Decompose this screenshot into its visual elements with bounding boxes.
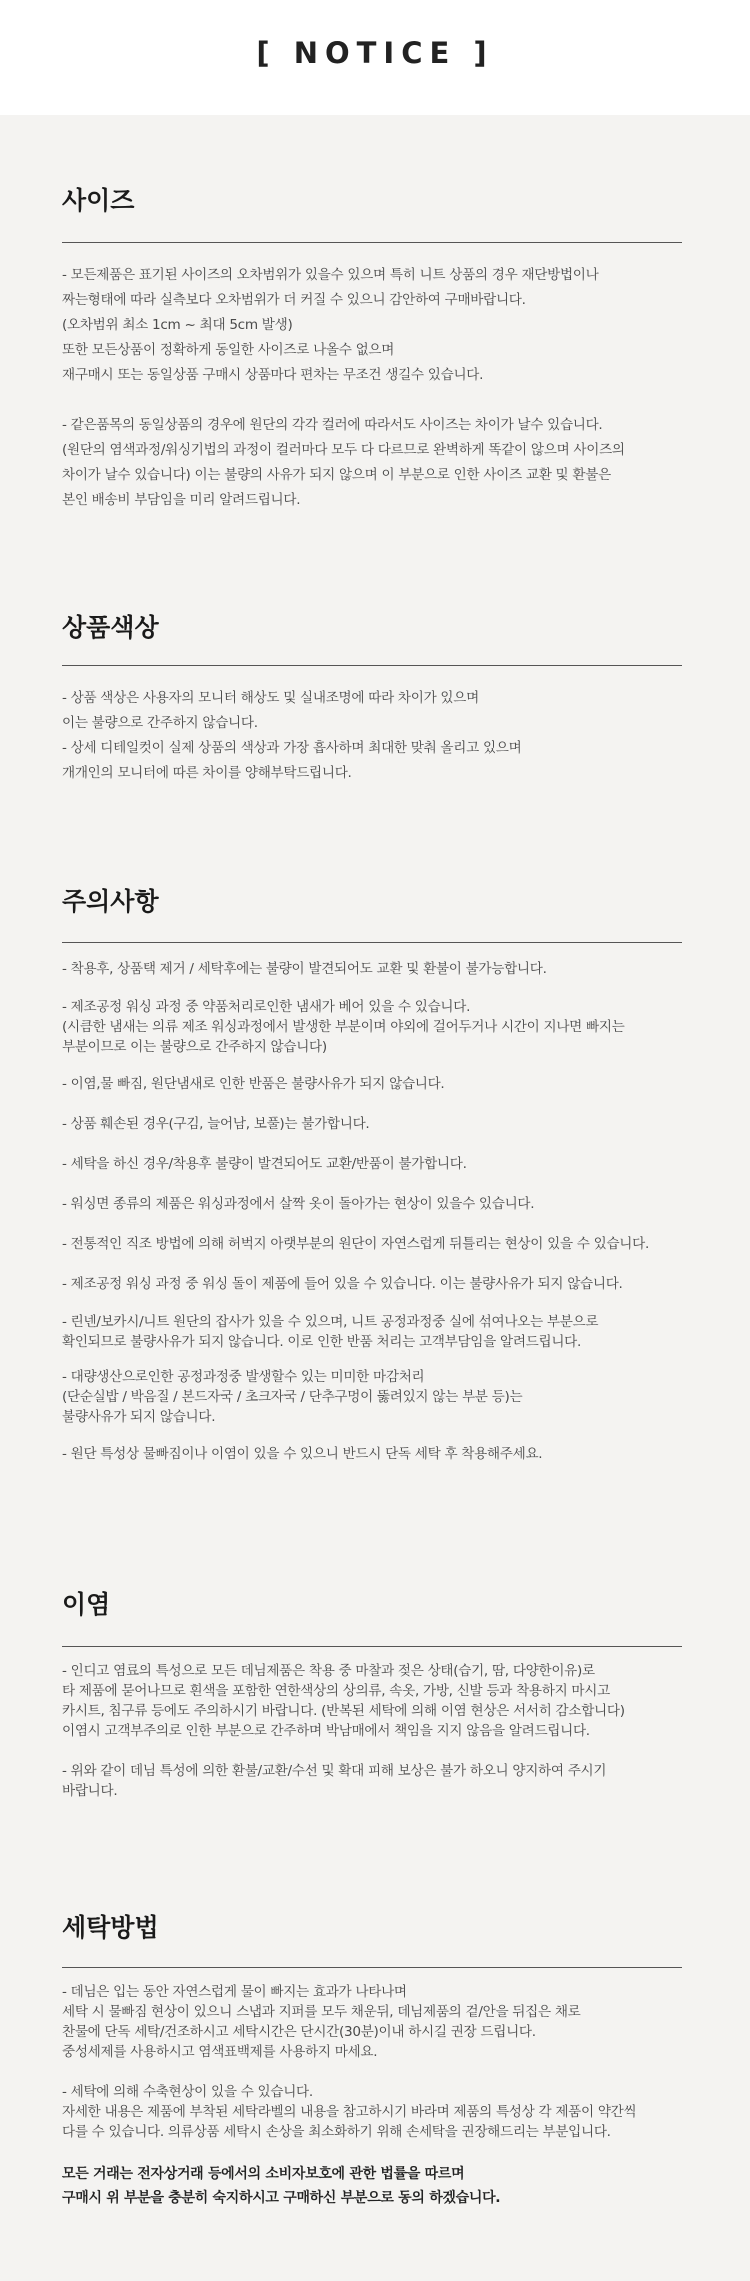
section-divider: [62, 1646, 682, 1647]
section-divider: [62, 942, 682, 943]
text-line: 확인되므로 불량사유가 되지 않습니다. 이로 인한 반품 처리는 고객부담임을 알려드립니다.: [62, 1334, 581, 1350]
paragraph: [62, 1072, 682, 1097]
text-line: - 모든제품은 표기된 사이즈의 오차범위가 있을수 있으며 특히 니트 상품의 경우 재단방법이나: [62, 267, 599, 283]
section-body-wash: [62, 1982, 682, 2210]
text-line: - 제조공정 워싱 과정 중 워싱 돌이 제품에 들어 있을 수 있습니다. 이는 불량사유가 되지 않습니다.: [62, 1276, 623, 1292]
section-title-wash: 세탁방법: [62, 1913, 159, 1942]
text-line: 찬물에 단독 세탁/건조하시고 세탁시간은 단시간(30분)이내 하시길 권장 드립니다.: [62, 2024, 536, 2040]
paragraph: [62, 686, 682, 786]
paragraph: [62, 413, 682, 513]
section-title-size: 사이즈: [62, 186, 135, 215]
text-line: 구매시 위 부분을 충분히 숙지하시고 구매하신 부분으로 동의 하겠습니다.: [62, 2190, 501, 2206]
text-line: 또한 모든상품이 정확하게 동일한 사이즈로 나올수 없으며: [62, 342, 395, 358]
paragraph: [62, 1312, 682, 1352]
text-line: - 린넨/보카시/니트 원단의 잡사가 있을 수 있으며, 니트 공정과정중 실에 섞여나오는 부분으로: [62, 1314, 599, 1330]
notice-header: [0, 0, 750, 115]
section-title-caution: 주의사항: [62, 887, 159, 916]
section-divider: [62, 1967, 682, 1968]
text-line: - 같은품목의 동일상품의 경우에 원단의 각각 컬러에 따라서도 사이즈는 차이가 날수 있습니다.: [62, 417, 603, 433]
paragraph: [62, 1192, 682, 1217]
closing-notice: [62, 2162, 682, 2210]
section-caution: [62, 885, 682, 1467]
text-line: - 착용후, 상품택 제거 / 세탁후에는 불량이 발견되어도 교환 및 환불이 불가능합니다.: [62, 961, 547, 977]
section-body-caution: [62, 957, 682, 1467]
paragraph: [62, 997, 682, 1057]
paragraph: [62, 1761, 682, 1801]
section-color: [62, 611, 682, 786]
paragraph: [62, 1112, 682, 1137]
text-line: 짜는형태에 따라 실측보다 오차범위가 더 커질 수 있으니 감안하여 구매바랍니다.: [62, 292, 526, 308]
text-line: 부분이므로 이는 불량으로 간주하지 않습니다): [62, 1039, 327, 1055]
paragraph: [62, 957, 682, 982]
paragraph: [62, 1442, 682, 1467]
section-title-color: 상품색상: [62, 613, 159, 642]
text-line: (시큼한 냄새는 의류 제조 워싱과정에서 발생한 부분이며 야외에 걸어두거나 시간이 지나면 빠지는: [62, 1019, 625, 1035]
text-line: 다를 수 있습니다. 의류상품 세탁시 손상을 최소화하기 위해 손세탁을 권장해드리는 부분입니다.: [62, 2124, 611, 2140]
text-line: (단순실밥 / 박음질 / 본드자국 / 초크자국 / 단추구멍이 뚫려있지 않는 부분 등)는: [62, 1389, 523, 1405]
text-line: (오차범위 최소 1cm ~ 최대 5cm 발생): [62, 317, 293, 333]
text-line: - 원단 특성상 물빠짐이나 이염이 있을 수 있으니 반드시 단독 세탁 후 착용해주세요.: [62, 1446, 543, 1462]
text-line: - 세탁을 하신 경우/착용후 불량이 발견되어도 교환/반품이 불가합니다.: [62, 1156, 467, 1172]
text-line: 카시트, 침구류 등에도 주의하시기 바랍니다. (반복된 세탁에 의해 이염 현상은 서서히 감소합니다): [62, 1703, 625, 1719]
paragraph: [62, 1272, 682, 1297]
text-line: - 상세 디테일컷이 실제 상품의 색상과 가장 흡사하며 최대한 맞춰 올리고 있으며: [62, 740, 522, 756]
text-line: 세탁 시 물빠짐 현상이 있으니 스냅과 지퍼를 모두 채운뒤, 데님제품의 겉/안을 뒤집은 채로: [62, 2004, 581, 2020]
text-line: 타 제품에 묻어나므로 흰색을 포함한 연한색상의 상의류, 속옷, 가방, 신발 등과 착용하지 마시고: [62, 1683, 610, 1699]
text-line: 차이가 날수 있습니다) 이는 불량의 사유가 되지 않으며 이 부분으로 인한 사이즈 교환 및 환불은: [62, 467, 611, 483]
text-line: (원단의 염색과정/워싱기법의 과정이 컬러마다 모두 다 다르므로 완벽하게 똑같이 않으며 사이즈의: [62, 442, 625, 458]
text-line: 재구매시 또는 동일상품 구매시 상품마다 편차는 무조건 생길수 있습니다.: [62, 367, 484, 383]
section-wash: [62, 1911, 682, 2210]
paragraph: [62, 1232, 682, 1257]
section-divider: [62, 242, 682, 243]
section-body-bleed: [62, 1661, 682, 1801]
text-line: - 대량생산으로인한 공정과정중 발생할수 있는 미미한 마감처리: [62, 1369, 425, 1385]
paragraph: [62, 1661, 682, 1741]
text-line: 바랍니다.: [62, 1783, 118, 1799]
text-line: - 위와 같이 데님 특성에 의한 환불/교환/수선 및 확대 피해 보상은 불가 하오니 양지하여 주시기: [62, 1763, 607, 1779]
text-line: 이는 불량으로 간주하지 않습니다.: [62, 715, 258, 731]
paragraph: [62, 1367, 682, 1427]
text-line: - 데님은 입는 동안 자연스럽게 물이 빠지는 효과가 나타나며: [62, 1984, 407, 2000]
section-divider: [62, 665, 682, 666]
text-line: - 전통적인 직조 방법에 의해 허벅지 아랫부분의 원단이 자연스럽게 뒤틀리는 현상이 있을 수 있습니다.: [62, 1236, 649, 1252]
text-line: - 세탁에 의해 수축현상이 있을 수 있습니다.: [62, 2084, 313, 2100]
text-line: 중성세제를 사용하시고 염색표백제를 사용하지 마세요.: [62, 2044, 378, 2060]
section-body-size: [62, 263, 682, 513]
text-line: 개개인의 모니터에 따른 차이를 양해부탁드립니다.: [62, 765, 352, 781]
section-title-bleed: 이염: [62, 1590, 111, 1619]
section-body-color: [62, 686, 682, 786]
text-line: - 상품 색상은 사용자의 모니터 해상도 및 실내조명에 따라 차이가 있으며: [62, 690, 479, 706]
text-line: 이염시 고객부주의로 인한 부분으로 간주하며 박남매에서 책임을 지지 않음을 알려드립니다.: [62, 1723, 590, 1739]
section-size: [62, 184, 682, 513]
notice-title: [ NOTICE ]: [256, 36, 494, 70]
section-bleed: [62, 1588, 682, 1801]
text-line: 모든 거래는 전자상거래 등에서의 소비자보호에 관한 법률을 따르며: [62, 2166, 465, 2182]
paragraph: [62, 1152, 682, 1177]
text-line: - 제조공정 워싱 과정 중 약품처리로인한 냄새가 베어 있을 수 있습니다.: [62, 999, 471, 1015]
text-line: 본인 배송비 부담임을 미리 알려드립니다.: [62, 492, 301, 508]
text-line: 자세한 내용은 제품에 부착된 세탁라벨의 내용을 참고하시기 바라며 제품의 특성상 각 제품이 약간씩: [62, 2104, 637, 2120]
text-line: - 상품 훼손된 경우(구김, 늘어남, 보풀)는 불가합니다.: [62, 1116, 370, 1132]
paragraph: [62, 1982, 682, 2062]
paragraph: [62, 263, 682, 388]
text-line: - 워싱면 종류의 제품은 워싱과정에서 살짝 옷이 돌아가는 현상이 있을수 있습니다.: [62, 1196, 535, 1212]
text-line: - 이염,물 빠짐, 원단냄새로 인한 반품은 불량사유가 되지 않습니다.: [62, 1076, 445, 1092]
text-line: 불량사유가 되지 않습니다.: [62, 1409, 216, 1425]
paragraph: [62, 2082, 682, 2142]
text-line: - 인디고 염료의 특성으로 모든 데님제품은 착용 중 마찰과 젖은 상태(습기, 땀, 다양한이유)로: [62, 1663, 595, 1679]
